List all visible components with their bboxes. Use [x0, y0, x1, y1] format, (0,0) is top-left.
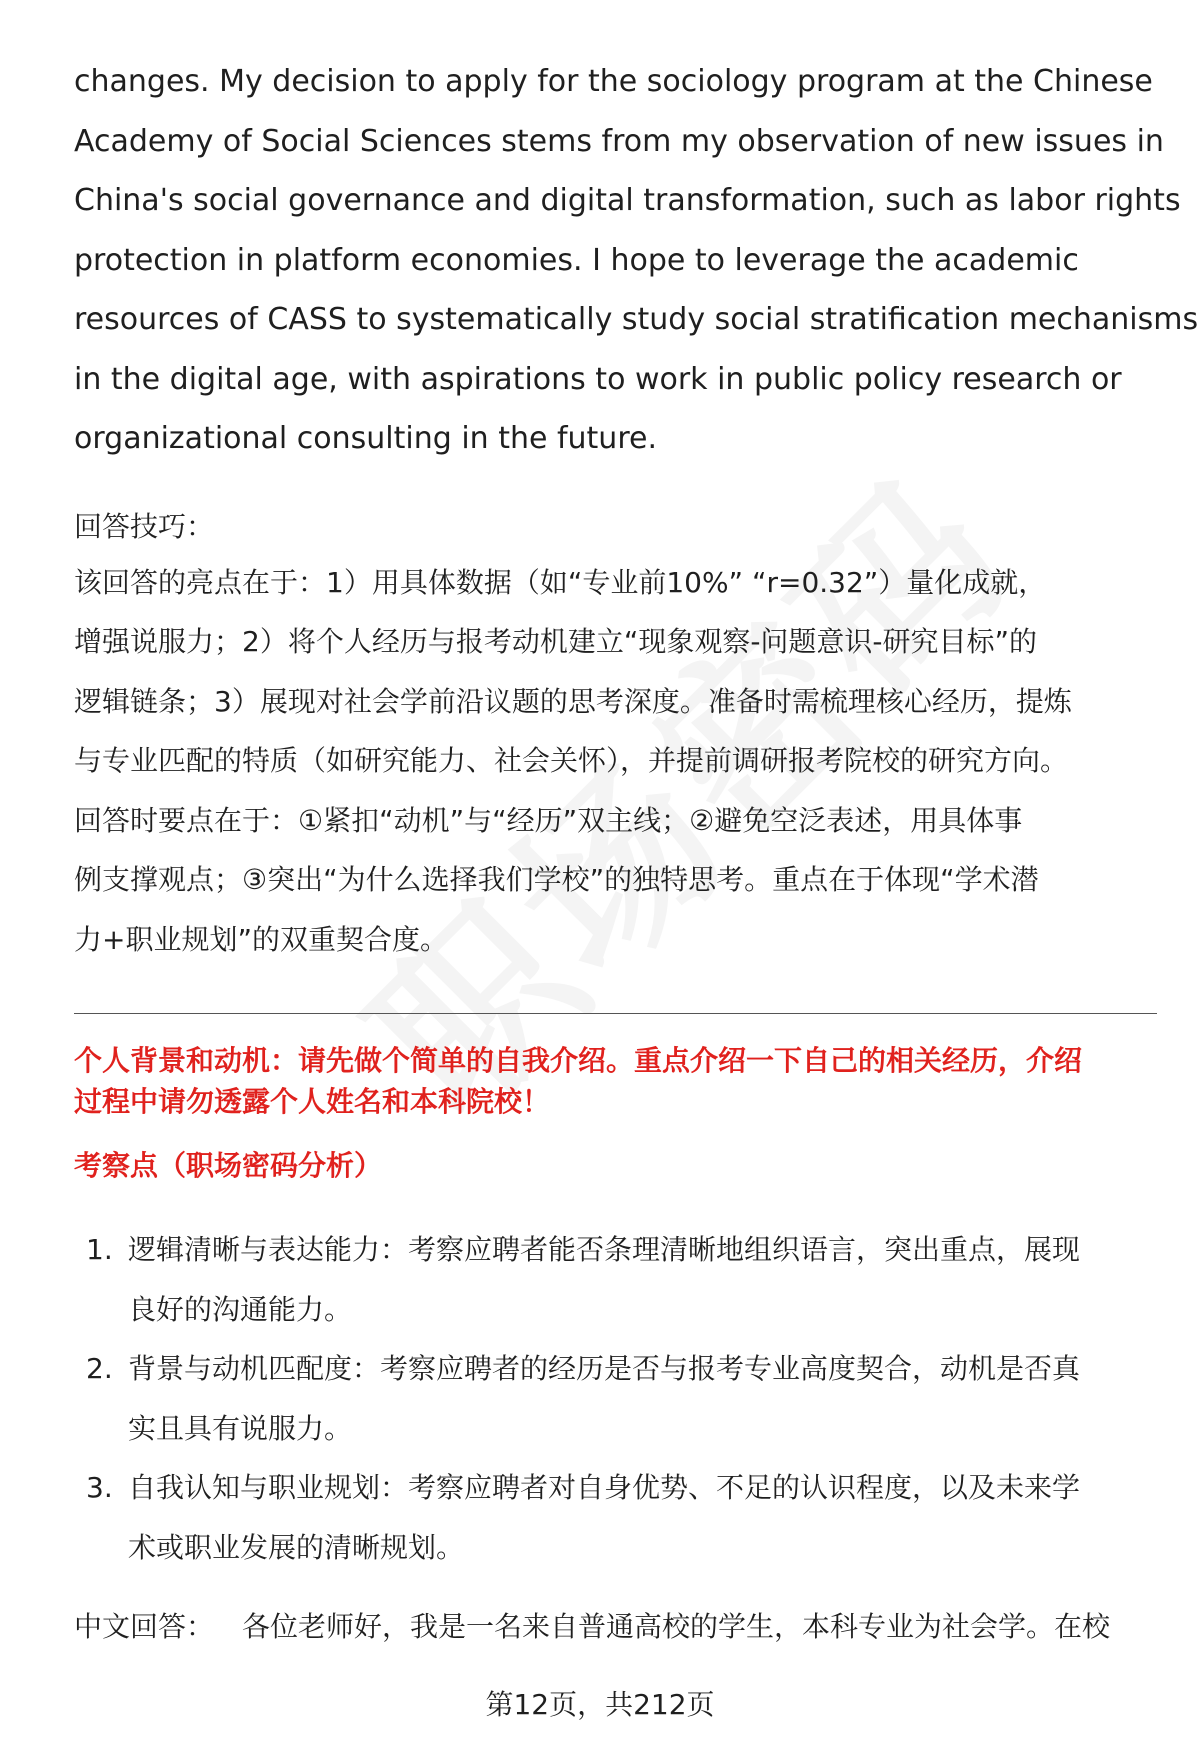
list-number: 3. [86, 1471, 113, 1504]
text-line: 例支撑观点；③突出“为什么选择我们学校”的独特思考。重点在于体现“学术潜 [74, 863, 1039, 896]
question-line: 个人背景和动机：请先做个简单的自我介绍。重点介绍一下自己的相关经历，介绍 [74, 1044, 1083, 1077]
text-line: 力+职业规划”的双重契合度。 [74, 922, 448, 956]
page-indicator: 第12页，共212页 [485, 1688, 715, 1721]
text-line: 背景与动机匹配度：考察应聘者的经历是否与报考专业高度契合，动机是否真 [128, 1352, 1081, 1385]
assessment-list [74, 1220, 1154, 1577]
assessment-heading: 考察点（职场密码分析） [74, 1149, 383, 1182]
english-answer-paragraph [74, 52, 1199, 469]
chinese-answer-text: 各位老师好，我是一名来自普通高校的学生，本科专业为社会学。在校 [242, 1610, 1111, 1643]
text-line: 增强说服力；2）将个人经历与报考动机建立“现象观察-问题意识-研究目标”的 [74, 625, 1038, 658]
document-page [74, 52, 1199, 1647]
list-number: 2. [86, 1352, 113, 1385]
chinese-answer [74, 1607, 1154, 1647]
list-item [74, 1458, 1154, 1577]
list-item [74, 1220, 1154, 1339]
text-line: 逻辑链条；3）展现对社会学前沿议题的思考深度。准备时需梳理核心经历，提炼 [74, 684, 1072, 718]
text-line: 良好的沟通能力。 [128, 1292, 353, 1326]
text-line: 术或职业发展的清晰规划。 [128, 1530, 465, 1564]
text-line: Academy of Social Sciences stems from my observation of new issues in [74, 123, 1164, 159]
chinese-answer-label: 中文回答： [74, 1610, 215, 1643]
text-line: 自我认知与职业规划：考察应聘者对自身优势、不足的认识程度，以及未来学 [128, 1471, 1081, 1504]
text-line: resources of CASS to systematically study social stratification mechanisms [74, 302, 1199, 337]
question-line: 过程中请勿透露个人姓名和本科院校！ [74, 1085, 551, 1118]
text-line: 该回答的亮点在于：1）用具体数据（如“专业前10%” “r=0.32”）量化成就， [74, 565, 1047, 599]
text-line: 实且具有说服力。 [128, 1411, 353, 1445]
text-line: in the digital age, with aspirations to work in public policy research or [74, 361, 1122, 397]
tips-paragraph [74, 553, 1154, 970]
text-line: 与专业匹配的特质（如研究能力、社会关怀），并提前调研报考院校的研究方向。 [74, 744, 1069, 777]
section-divider [74, 1013, 1157, 1014]
text-line: organizational consulting in the future. [74, 421, 657, 456]
question-heading [74, 1040, 1154, 1122]
list-number: 1. [86, 1233, 113, 1266]
tips-heading: 回答技巧： [74, 509, 215, 543]
text-line: changes. My decision to apply for the sociology program at the Chinese [74, 64, 1153, 99]
text-line: 逻辑清晰与表达能力：考察应聘者能否条理清晰地组织语言，突出重点，展现 [128, 1233, 1081, 1266]
list-item [74, 1339, 1154, 1458]
text-line: protection in platform economies. I hope to leverage the academic [74, 242, 1079, 278]
text-line: China's social governance and digital transformation, such as labor rights [74, 183, 1181, 218]
text-line: 回答时要点在于：①紧扣“动机”与“经历”双主线；②避免空泛表述，用具体事 [74, 803, 1023, 837]
